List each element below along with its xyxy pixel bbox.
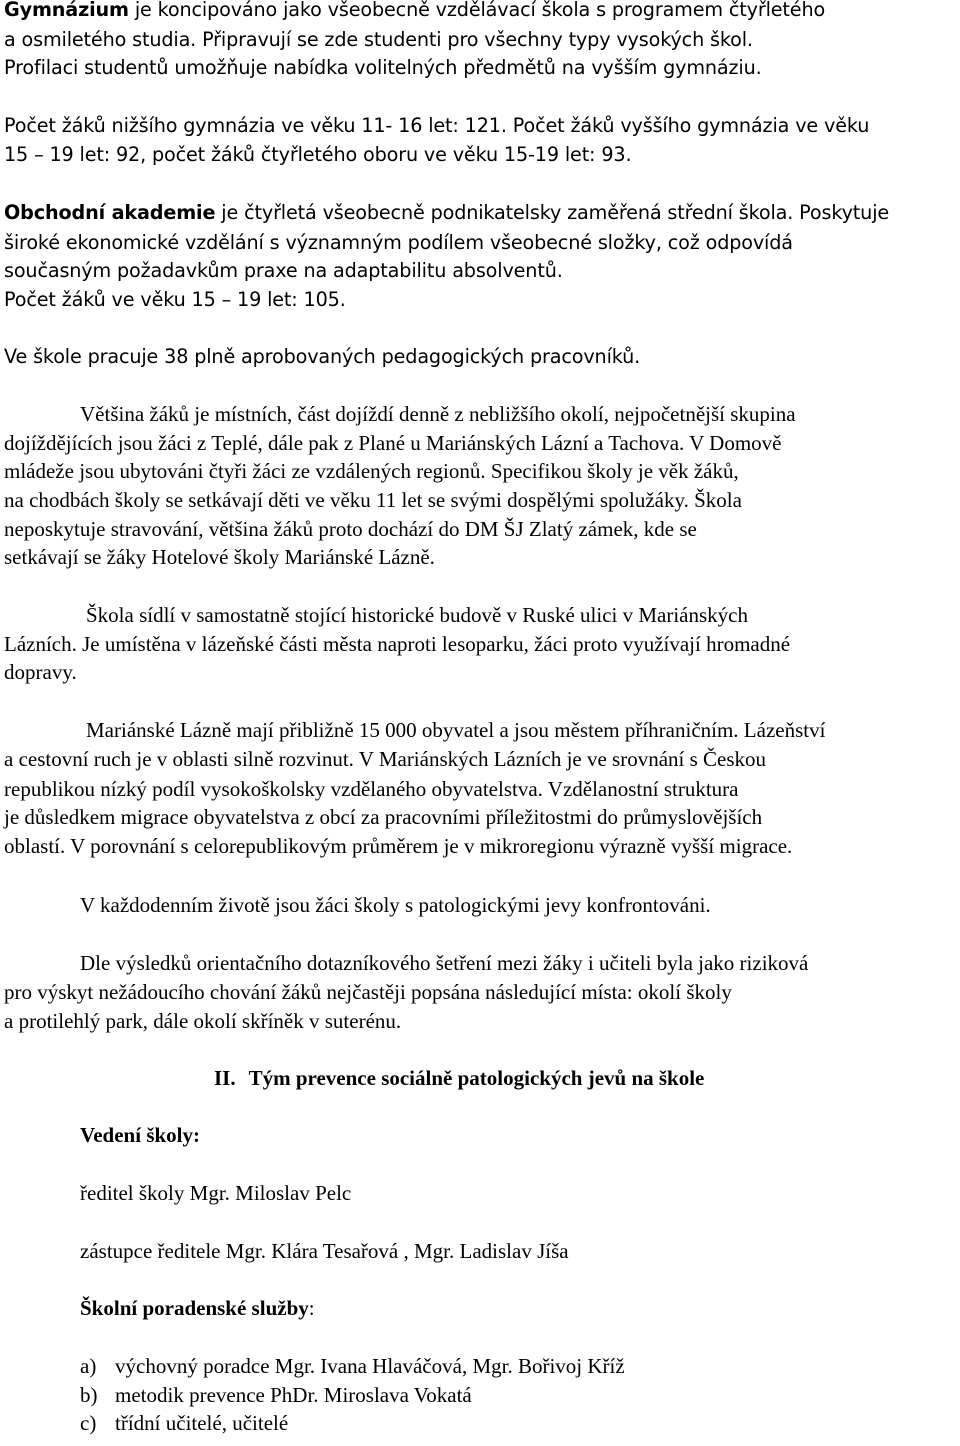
location-line-2: Lázních. Je umístěna v lázeňské části města naproti lesoparku, žáci proto využívají hromadné bbox=[4, 632, 791, 656]
list-marker: c) bbox=[80, 1411, 97, 1435]
oa-line-1 bbox=[4, 203, 889, 222]
director-line: ředitel školy Mgr. Miloslav Pelc bbox=[80, 1181, 352, 1205]
students-line-1: Většina žáků je místních, část dojíždí denně z nebližšího okolí, nejpočetnější skupina bbox=[80, 402, 796, 426]
section-number: II. bbox=[214, 1066, 236, 1090]
town-line-1: Mariánské Lázně mají přibližně 15 000 obyvatel a jsou městem příhraničním. Lázeňství bbox=[86, 718, 826, 742]
oa-line-4: Počet žáků ve věku 15 – 19 let: 105. bbox=[4, 288, 346, 311]
oa-line-2: široké ekonomické vzdělání s významným podílem všeobecné složky, což odpovídá bbox=[4, 231, 793, 254]
gymnazium-line-1 bbox=[4, 0, 825, 19]
survey-line-2: pro výskyt nežádoucího chování žáků nejčastěji popsána následující místa: okolí školy bbox=[4, 980, 732, 1004]
counseling-item-a bbox=[80, 1356, 625, 1377]
town-line-5: oblastí. V porovnání s celorepublikovým průměrem je v mikroregionu výrazně vyšší migrace. bbox=[4, 834, 793, 858]
section-heading bbox=[214, 1068, 704, 1089]
leadership-heading: Vedení školy: bbox=[80, 1123, 201, 1147]
location-line-3: dopravy. bbox=[4, 660, 77, 684]
oa-line-1-text: je čtyřletá všeobecně podnikatelsky zaměřená střední škola. Poskytuje bbox=[215, 201, 890, 224]
gymnazium-line-3: Profilaci studentů umožňuje nabídka volitelných předmětů na vyšším gymnáziu. bbox=[4, 56, 762, 79]
students-line-4: na chodbách školy se setkávají děti ve věku 11 let se svými dospělými spolužáky. Škola bbox=[4, 488, 742, 512]
list-marker: b) bbox=[80, 1383, 98, 1407]
list-item-text: metodik prevence PhDr. Miroslava Vokatá bbox=[115, 1383, 472, 1407]
counts-line-2: 15 – 19 let: 92, počet žáků čtyřletého oboru ve věku 15-19 let: 93. bbox=[4, 143, 632, 166]
students-line-5: neposkytuje stravování, většina žáků proto dochází do DM ŠJ Zlatý zámek, kde se bbox=[4, 517, 697, 541]
students-line-6: setkávají se žáky Hotelové školy Mariánské Lázně. bbox=[4, 545, 435, 569]
counseling-heading: Školní poradenské služby: bbox=[80, 1296, 315, 1320]
gymnazium-line-2: a osmiletého studia. Připravují se zde studenti pro všechny typy vysokých škol. bbox=[4, 28, 753, 51]
town-line-4: je důsledkem migrace obyvatelstva z obcí za pracovními příležitostmi do průmyslovějších bbox=[4, 805, 763, 829]
oa-term: Obchodní akademie bbox=[4, 201, 216, 224]
town-line-2: a cestovní ruch je v oblasti silně rozvinut. V Mariánských Lázních je ve srovnání s Českou bbox=[4, 747, 767, 771]
students-line-2: dojíždějících jsou žáci z Teplé, dále pak z Plané u Mariánských Lázní a Tachova. V Domově bbox=[4, 431, 782, 455]
list-item-text: třídní učitelé, učitelé bbox=[115, 1411, 289, 1435]
gymnazium-line-1-text: je koncipováno jako všeobecně vzdělávací škola s programem čtyřletého bbox=[128, 0, 826, 21]
list-item-text: výchovný poradce Mgr. Ivana Hlaváčová, Mgr. Bořivoj Kříž bbox=[115, 1354, 625, 1378]
gymnazium-term: Gymnázium bbox=[4, 0, 129, 21]
oa-line-3: současným požadavkům praxe na adaptabilitu absolventů. bbox=[4, 259, 563, 282]
survey-line-1: Dle výsledků orientačního dotazníkového šetření mezi žáky i učiteli byla jako riziková bbox=[80, 951, 809, 975]
counseling-item-b bbox=[80, 1385, 472, 1406]
students-line-3: mládeže jsou ubytováni čtyři žáci ze vzdálených regionů. Specifikou školy je věk žáků, bbox=[4, 459, 739, 483]
deputy-line: zástupce ředitele Mgr. Klára Tesařová , Mgr. Ladislav Jíša bbox=[80, 1239, 569, 1263]
town-line-3: republikou nízký podíl vysokoškolsky vzdělaného obyvatelstva. Vzdělanostní struktura bbox=[4, 777, 739, 801]
counts-line-1: Počet žáků nižšího gymnázia ve věku 11- 16 let: 121. Počet žáků vyššího gymnázia ve věku bbox=[4, 114, 870, 137]
location-line-1: Škola sídlí v samostatně stojící historické budově v Ruské ulici v Mariánských bbox=[86, 603, 748, 627]
counseling-item-c bbox=[80, 1413, 288, 1434]
section-title: Tým prevence sociálně patologických jevů na škole bbox=[248, 1066, 705, 1090]
list-marker: a) bbox=[80, 1354, 97, 1378]
oa-line-5: Ve škole pracuje 38 plně aprobovaných pedagogických pracovníků. bbox=[4, 345, 641, 368]
survey-line-3: a protilehlý park, dále okolí skříněk v suterénu. bbox=[4, 1009, 402, 1033]
daily-line-1: V každodenním životě jsou žáci školy s patologickými jevy konfrontováni. bbox=[80, 893, 711, 917]
